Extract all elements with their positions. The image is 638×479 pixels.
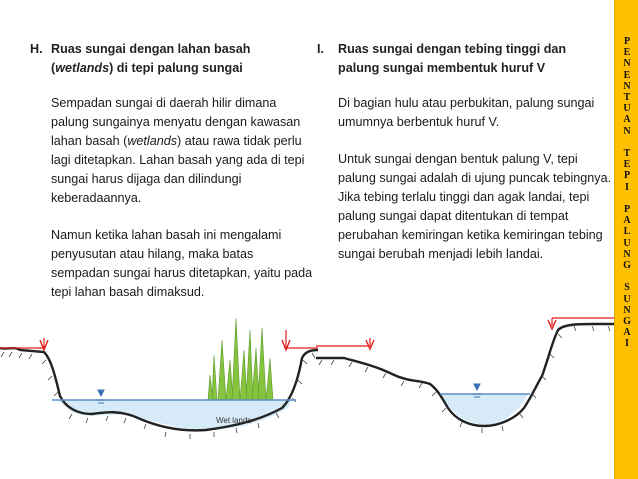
section-i xyxy=(317,40,612,264)
section-i-heading xyxy=(317,40,612,78)
section-h xyxy=(30,40,315,302)
wetland-river-diagram xyxy=(0,300,318,440)
section-h-letter: H. xyxy=(30,42,43,56)
wetland-vegetation-icon xyxy=(208,318,273,400)
section-i-letter: I. xyxy=(317,42,324,56)
section-h-heading xyxy=(30,40,315,78)
boundary-marker-right xyxy=(282,330,318,350)
sidebar-title: P E N E N T U A N T E P I P A L U N G S U N G A I xyxy=(623,36,631,350)
section-i-paragraph-2: Untuk sungai dengan bentuk palung V, tepi palung sungai adalah di ujung puncak tebingnya. Jika tebing terlalu tinggi dan agak landai, tepi palung sungai dapat ditentukan di tempat perubahan kemiringan ketika kemiringan tebing sungai berubah menjadi lebih landai. xyxy=(338,152,612,261)
sidebar-title-bar xyxy=(614,0,638,479)
v-valley-river-diagram xyxy=(316,316,616,446)
boundary-marker-left xyxy=(0,338,48,350)
section-h-title: Ruas sungai dengan lahan basah (wetlands) di tepi palung sungai xyxy=(51,42,251,75)
section-h-paragraph-2: Namun ketika lahan basah ini mengalami penyusutan atau hilang, maka batas sempadan sungai harus ditetapkan, yaitu pada tepi lahan basah dimaksud. xyxy=(51,228,313,299)
section-i-title: Ruas sungai dengan tebing tinggi dan palung sungai membentuk huruf V xyxy=(338,42,567,75)
water-body xyxy=(442,394,528,424)
section-h-paragraph-1: Sempadan sungai di daerah hilir dimana palung sungainya menyatu dengan kawasan lahan basah (wetlands) atau rawa tidak perlu lagi ditetapkan. Lahan basah yang ada di tepi sungai harus dijaga dan dilindungi keberadaannya. xyxy=(51,96,305,205)
section-i-paragraph-1: Di bagian hulu atau perbukitan, palung sungai umumnya berbentuk huruf V. xyxy=(338,96,595,129)
boundary-marker-left xyxy=(316,338,374,349)
wetland-label: Wet lands xyxy=(216,416,252,425)
